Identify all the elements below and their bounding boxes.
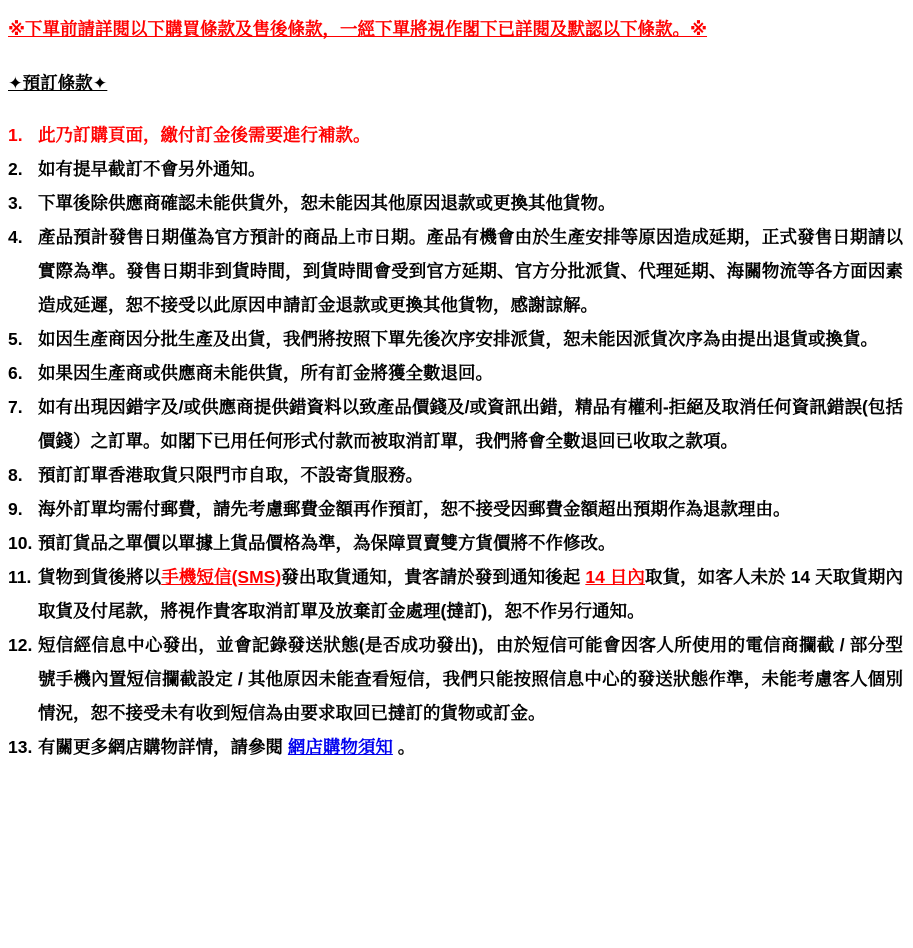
- term-number: 4.: [8, 227, 23, 247]
- term-segment: 下單後除供應商確認未能供貨外，恕未能因其他原因退款或更換其他貨物。: [38, 193, 616, 213]
- term-text: [38, 458, 903, 492]
- term-item: [8, 390, 903, 458]
- term-segment: 14 日內: [585, 567, 645, 587]
- term-text: [38, 628, 903, 730]
- term-item: [8, 492, 903, 526]
- term-segment: 如有出現因錯字及/或供應商提供錯資料以致產品價錢及/或資訊出錯，精品有權利-拒絕及取消任何資訊錯誤(包括價錢）之訂單。如閣下已用任何形式付款而被取消訂單，我們將會全數退回已收取之款項。: [38, 397, 903, 451]
- term-number: 3.: [8, 193, 23, 213]
- term-number: 2.: [8, 159, 23, 179]
- term-item: [8, 322, 903, 356]
- term-text: [38, 356, 903, 390]
- term-text: [38, 322, 903, 356]
- terms-list: [8, 118, 903, 764]
- term-item: [8, 730, 903, 764]
- term-number: 7.: [8, 397, 23, 417]
- term-item: [8, 220, 903, 322]
- term-item: [8, 628, 903, 730]
- term-text: [38, 186, 903, 220]
- term-segment: 發出取貨通知，貴客請於發到通知後起: [281, 567, 586, 587]
- term-number: 10.: [8, 533, 33, 553]
- term-number: 9.: [8, 499, 23, 519]
- term-text: [38, 390, 903, 458]
- term-segment: 貨物到貨後將以: [38, 567, 162, 587]
- term-item: [8, 458, 903, 492]
- term-number: 6.: [8, 363, 23, 383]
- preorder-terms-title: ✦預訂條款✦: [8, 73, 108, 93]
- term-segment: 手機短信(SMS): [161, 567, 282, 587]
- term-segment: 如果因生產商或供應商未能供貨，所有訂金將獲全數退回。: [38, 363, 493, 383]
- term-segment: 此乃訂購頁面，繳付訂金後需要進行補款。: [38, 125, 371, 145]
- term-segment: 海外訂單均需付郵費，請先考慮郵費金額再作預訂，恕不接受因郵費金額超出預期作為退款理由。: [38, 499, 791, 519]
- term-segment: 預訂訂單香港取貨只限門市自取，不設寄貨服務。: [38, 465, 423, 485]
- term-text: [38, 560, 903, 628]
- term-text: [38, 492, 903, 526]
- term-number: 8.: [8, 465, 23, 485]
- term-segment: 如因生產商因分批生產及出貨，我們將按照下單先後次序安排派貨，恕未能因派貨次序為由提出退貨或換貨。: [38, 329, 878, 349]
- term-number: 5.: [8, 329, 23, 349]
- term-text: [38, 152, 903, 186]
- term-item: [8, 560, 903, 628]
- term-segment: 產品預計發售日期僅為官方預計的商品上市日期。產品有機會由於生產安排等原因造成延期，正式發售日期請以實際為準。發售日期非到貨時間，到貨時間會受到官方延期、官方分批派貨、代理延期、海關物流等各方面因素造成延遲，恕不接受以此原因申請訂金退款或更換其他貨物，感謝諒解。: [38, 227, 903, 315]
- term-text: [38, 220, 903, 322]
- term-segment: 。: [392, 737, 416, 757]
- term-item: [8, 186, 903, 220]
- term-text: [38, 526, 903, 560]
- term-segment: 取貨，如客人未於 14 天取貨期內取貨及付尾款，將視作貴客取消訂單及放棄訂金處理(撻訂)，恕不作另行通知。: [38, 567, 904, 621]
- shop-notice-link[interactable]: 網店購物須知: [287, 737, 393, 757]
- term-item: [8, 118, 903, 152]
- term-segment: 如有提早截訂不會另外通知。: [38, 159, 266, 179]
- term-item: [8, 356, 903, 390]
- term-segment: 預訂貨品之單價以單據上貨品價格為準，為保障買賣雙方貨價將不作修改。: [38, 533, 616, 553]
- term-text: [38, 730, 903, 764]
- terms-document: [8, 14, 903, 764]
- term-item: [8, 152, 903, 186]
- term-number: 12.: [8, 635, 33, 655]
- term-number: 11.: [8, 567, 32, 587]
- term-segment: 有關更多網店購物詳情，請參閱: [38, 737, 288, 757]
- term-segment: 短信經信息中心發出，並會記錄發送狀態(是否成功發出)，由於短信可能會因客人所使用的電信商攔截 / 部分型號手機內置短信攔截設定 / 其他原因未能查看短信，我們只能按照信息中心的發送狀態作準，未能考慮客人個別情況，恕不接受未有收到短信為由要求取回已撻訂的貨物或訂金。: [38, 635, 903, 723]
- term-number: 1.: [8, 125, 23, 145]
- term-number: 13.: [8, 737, 33, 757]
- purchase-notice-heading: ※下單前請詳閱以下購買條款及售後條款，一經下單將視作閣下已詳閱及默認以下條款。※: [8, 19, 708, 39]
- term-text: [38, 118, 903, 152]
- term-item: [8, 526, 903, 560]
